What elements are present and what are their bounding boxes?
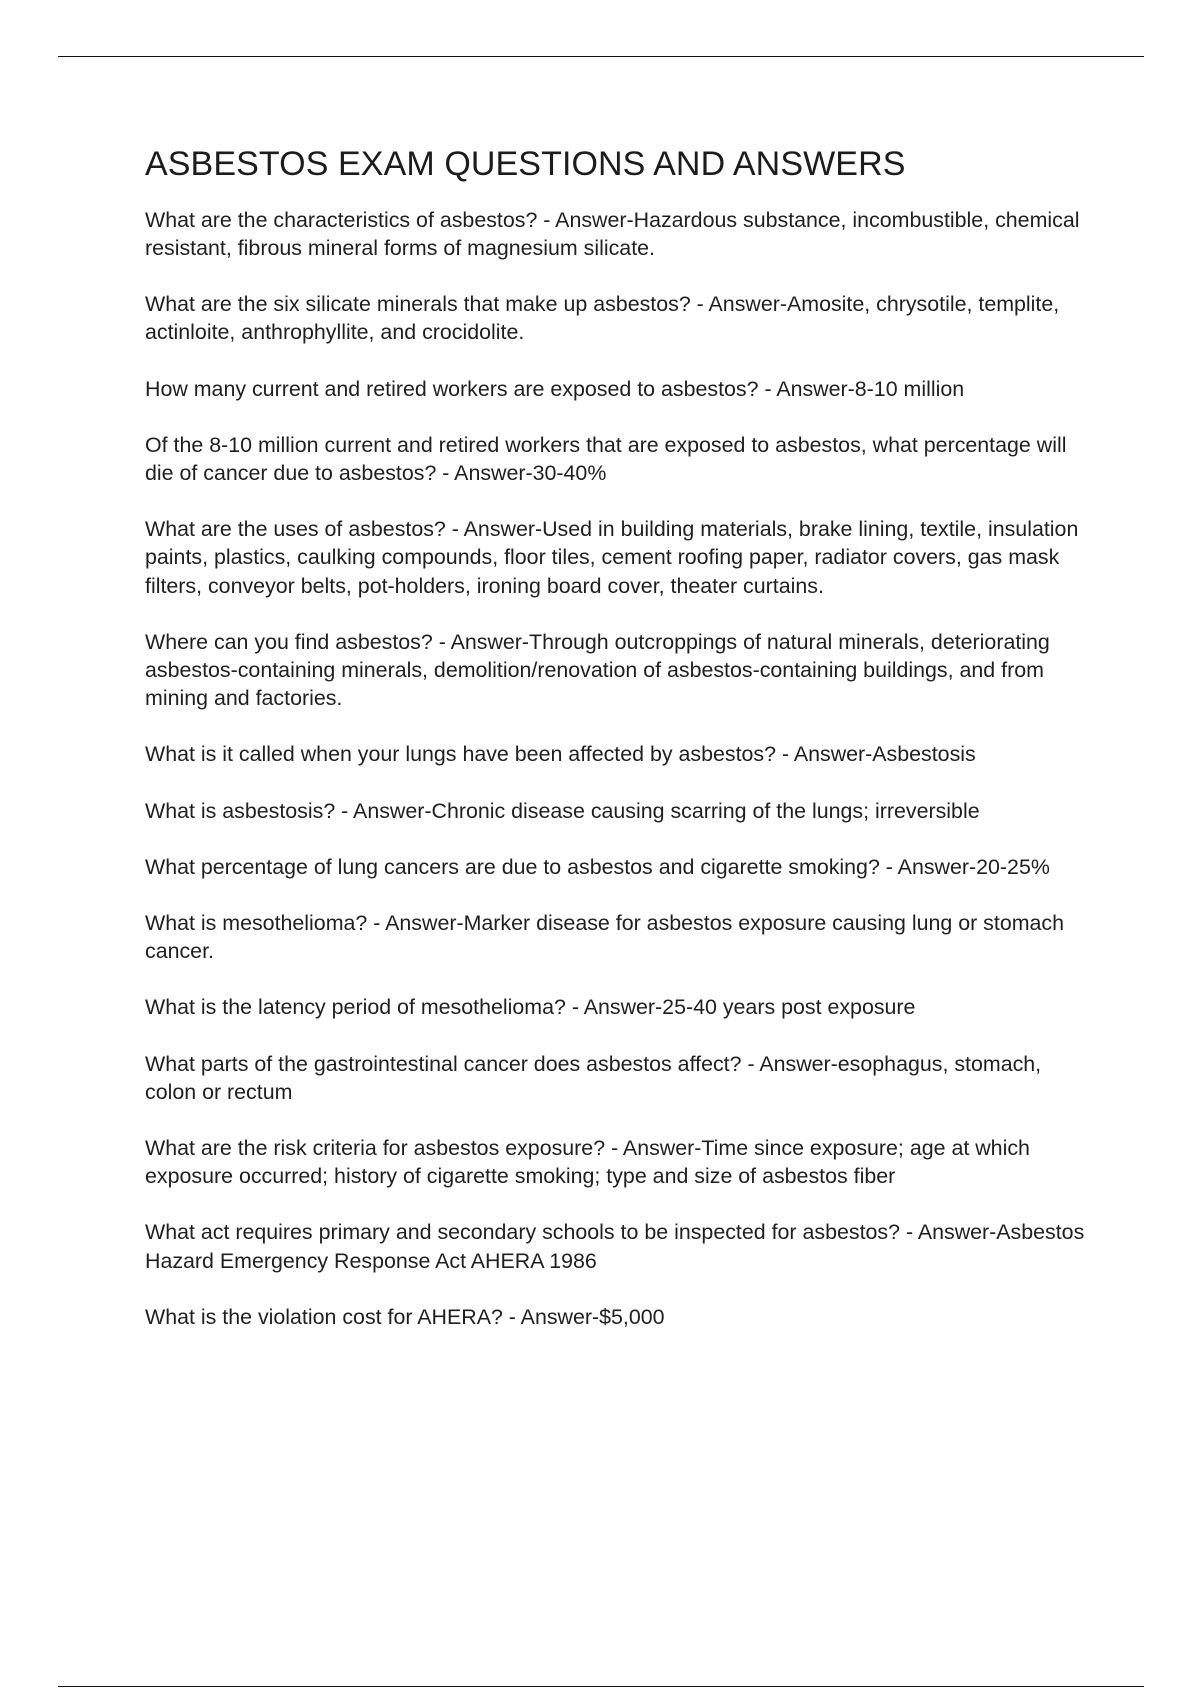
qa-item: What is asbestosis? - Answer-Chronic disease causing scarring of the lungs; irreversible (145, 798, 980, 823)
qa-item: Of the 8-10 million current and retired workers that are exposed to asbestos, what percentage will die of cancer due to asbestos? - Answer-30-40% (145, 432, 1067, 486)
qa-item: What is the latency period of mesothelioma? - Answer-25-40 years post exposure (145, 995, 916, 1020)
page-title: ASBESTOS EXAM QUESTIONS AND ANSWERS (145, 145, 906, 183)
qa-item: What is mesothelioma? - Answer-Marker disease for asbestos exposure causing lung or stomach cancer. (145, 911, 1065, 964)
qa-item: What are the characteristics of asbestos? - Answer-Hazardous substance, incombustible, chemical resistant, fibrous mineral forms of magnesium silicate. (145, 207, 1080, 260)
qa-item: What is it called when your lungs have been affected by asbestos? - Answer-Asbestosis (145, 742, 976, 767)
document-body (145, 144, 1095, 1359)
qa-item: What are the risk criteria for asbestos exposure? - Answer-Time since exposure; age at which exposure occurred; history of cigarette smoking; type and size of asbestos fiber (145, 1136, 1030, 1189)
qa-item: What parts of the gastrointestinal cancer does asbestos affect? - Answer-esophagus, stomach, colon or rectum (145, 1051, 1042, 1104)
top-divider (58, 56, 1144, 57)
qa-item: How many current and retired workers are exposed to asbestos? - Answer-8-10 million (145, 376, 965, 401)
qa-item: What act requires primary and secondary schools to be inspected for asbestos? - Answer-Asbestos Hazard Emergency Response Act AHERA 1986 (145, 1220, 1085, 1273)
qa-item: What is the violation cost for AHERA? - Answer-$5,000 (145, 1304, 665, 1329)
qa-item: Where can you find asbestos? - Answer-Through outcroppings of natural minerals, deteriorating asbestos-containing minerals, demolition/renovation of asbestos-containing buildings, and from mining and factories. (145, 629, 1050, 711)
qa-item: What are the uses of asbestos? - Answer-Used in building materials, brake lining, textile, insulation paints, plastics, caulking compounds, floor tiles, cement roofing paper, radiator covers, gas mask filters, conveyor belts, pot-holders, ironing board cover, theater curtains. (145, 517, 1079, 598)
qa-item: What percentage of lung cancers are due to asbestos and cigarette smoking? - Answer-20-25% (145, 854, 1050, 879)
bottom-divider (58, 1686, 1144, 1687)
qa-item: What are the six silicate minerals that make up asbestos? - Answer-Amosite, chrysotile, templite, actinloite, anthrophyllite, and crocidolite. (145, 292, 1060, 345)
